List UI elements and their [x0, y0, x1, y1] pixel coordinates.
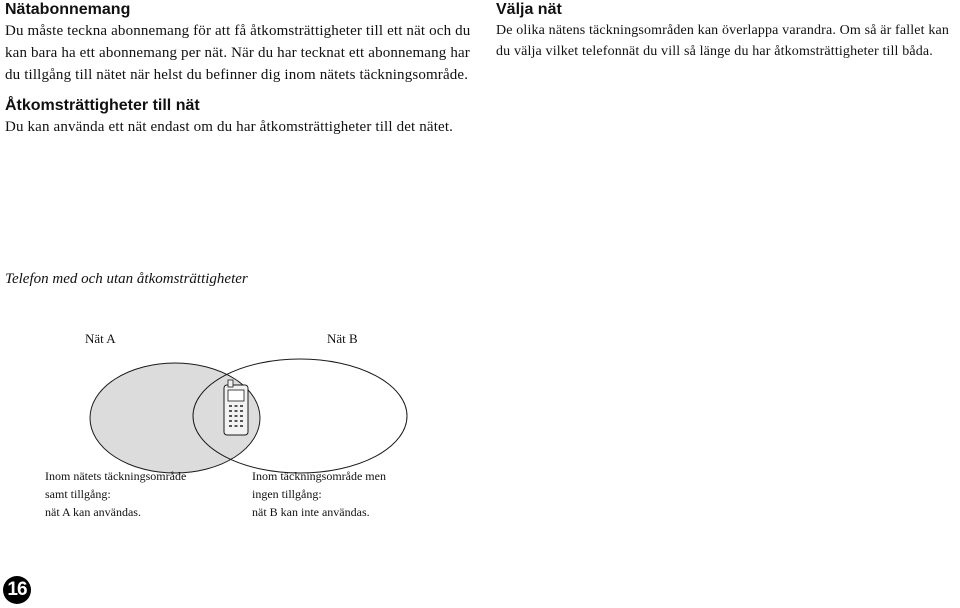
- figure-caption: Telefon med och utan åtkomsträttigheter: [5, 271, 248, 287]
- paragraph-choose-network: De olika nätens täckningsområden kan överlappa varandra. Om så är fallet kan du välja vilket telefonnät du vill så länge du har åtkomsträttigheter till båda.: [496, 23, 950, 59]
- network-a-label: Nät A: [85, 331, 116, 346]
- note-network-b-line: ingen tillgång:: [252, 487, 322, 501]
- paragraph-access-rights: Du kan använda ett nät endast om du har åtkomsträttigheter till det nätet.: [5, 119, 454, 135]
- paragraph-network-subscription: Du måste teckna abonnemang för att få åtkomsträttigheter till ett nät och du kan bara ha ett abonnemang per nät. När du har tecknat ett abonnemang har du tillgång till nätet när helst du befinner dig inom nätets täckningsområde.: [5, 23, 471, 83]
- mobile-phone-icon: [224, 380, 248, 435]
- note-network-b-line: Inom täckningsområde men: [252, 469, 386, 483]
- network-b-label: Nät B: [327, 331, 358, 346]
- note-network-b: [252, 467, 452, 521]
- heading-access-rights: Åtkomsträttigheter till nät: [5, 97, 200, 114]
- note-network-a-line: samt tillgång:: [45, 487, 111, 501]
- page-number: 16: [3, 576, 31, 604]
- heading-network-subscription: Nätabonnemang: [5, 1, 131, 18]
- note-network-a: [45, 467, 245, 521]
- note-network-a-line: nät A kan användas.: [45, 505, 141, 519]
- note-network-a-line: Inom nätets täckningsområde: [45, 469, 187, 483]
- heading-choose-network: Välja nät: [496, 1, 562, 18]
- note-network-b-line: nät B kan inte användas.: [252, 505, 370, 519]
